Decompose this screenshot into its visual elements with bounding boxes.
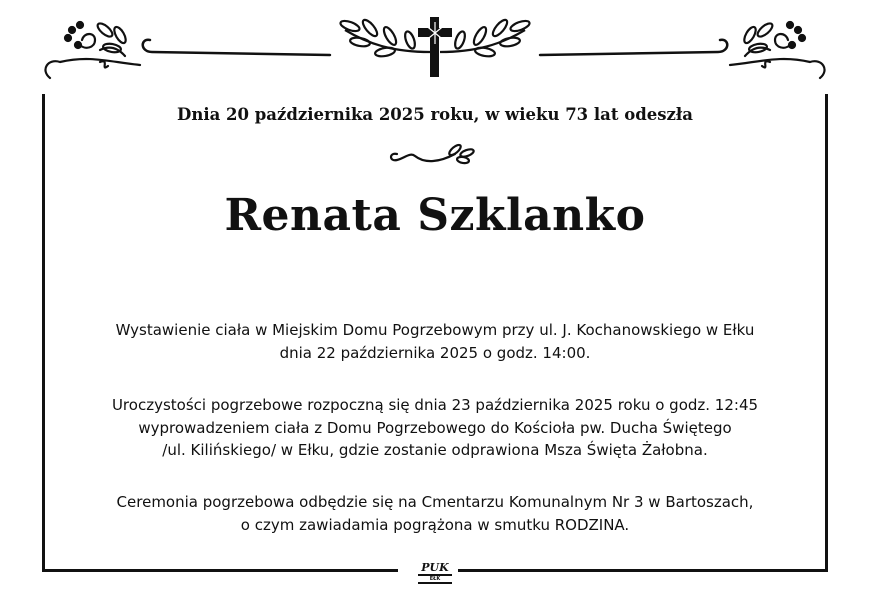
viewing-paragraph xyxy=(0,319,870,364)
text-line: o czym zawiadamia pogrążona w smutku RODZINA. xyxy=(240,515,630,534)
logo-subtext: EŁK xyxy=(418,574,452,584)
burial-paragraph xyxy=(0,491,870,536)
cross-icon xyxy=(418,17,452,77)
laurel-branch-icon xyxy=(440,18,531,58)
text-line: wyprowadzeniem ciała z Domu Pogrzebowego do Kościoła pw. Ducha Świętego xyxy=(138,418,732,437)
text-line: Uroczystości pogrzebowe rozpoczną się dnia 23 października 2025 roku o godz. 12:45 xyxy=(111,396,759,414)
funeral-paragraph xyxy=(0,394,870,462)
text-line: Wystawienie ciała w Miejskim Domu Pogrzebowym przy ul. J. Kochanowskiego w Ełku xyxy=(115,321,755,339)
puk-elk-logo xyxy=(410,562,460,584)
logo-text: PUK xyxy=(421,561,449,574)
floral-flourish-icon xyxy=(45,21,330,78)
frame-bottom-border xyxy=(42,569,398,572)
frame-bottom-border xyxy=(458,569,828,572)
text-line: Ceremonia pogrzebowa odbędzie się na Cmentarzu Komunalnym Nr 3 w Bartoszach, xyxy=(116,493,754,511)
laurel-branch-icon xyxy=(339,18,430,58)
floral-flourish-icon xyxy=(540,21,825,78)
notice-heading: Dnia 20 października 2025 roku, w wieku 73 lat odeszła xyxy=(177,105,693,124)
text-line: dnia 22 października 2025 o godz. 14:00. xyxy=(279,343,591,362)
top-ornament xyxy=(0,0,870,95)
text-line: /ul. Kilińskiego/ w Ełku, gdzie zostanie odprawiona Msza Święta Żałobna. xyxy=(162,441,708,459)
vine-divider-icon xyxy=(385,142,485,168)
deceased-name: Renata Szklanko xyxy=(224,190,646,241)
